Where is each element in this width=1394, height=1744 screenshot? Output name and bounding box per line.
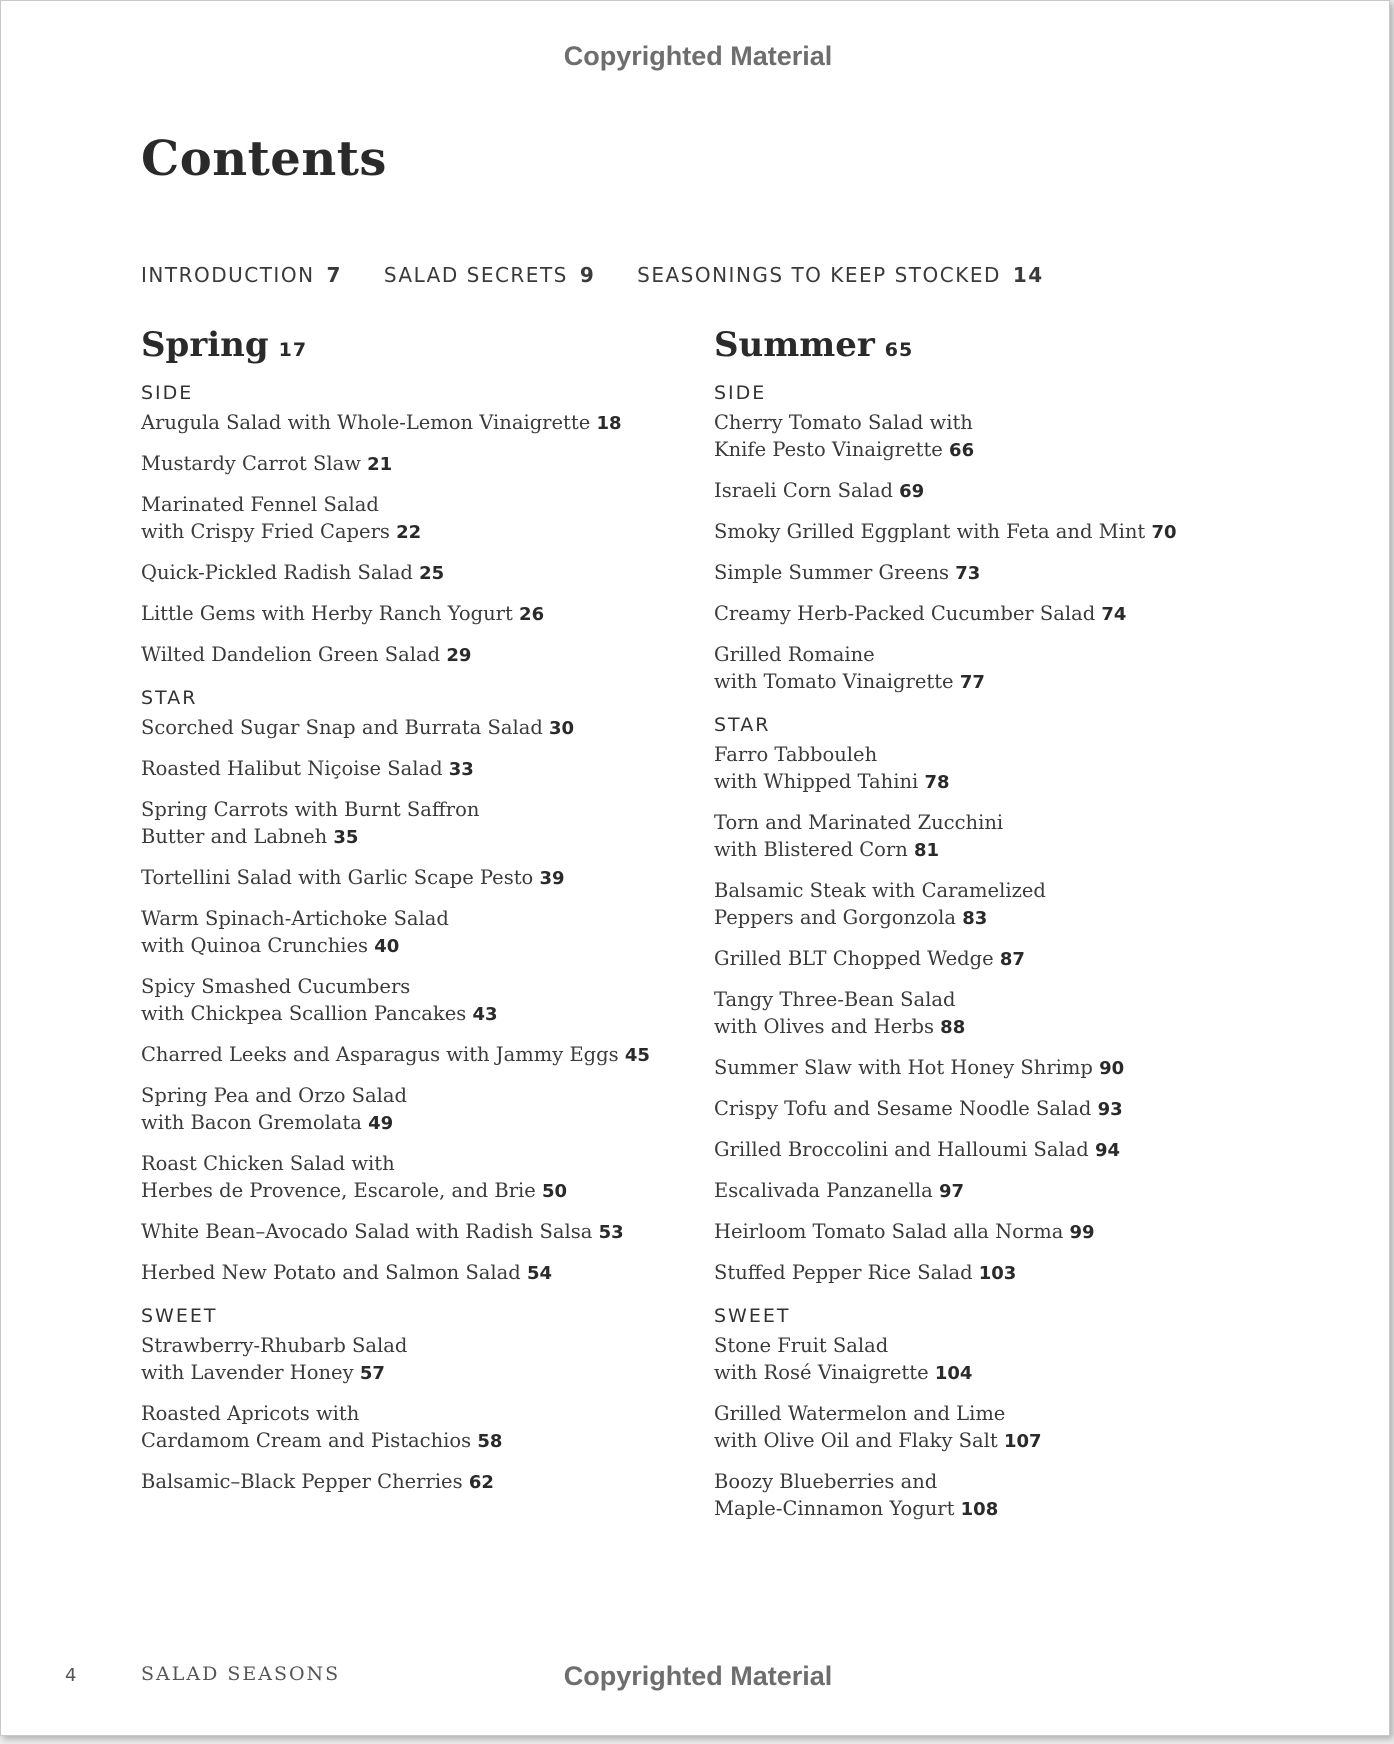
entry-title: Crispy Tofu and Sesame Noodle Salad bbox=[714, 1097, 1092, 1120]
toc-entry bbox=[141, 864, 741, 892]
entry-title: Balsamic Steak with Caramelized Peppers and Gorgonzola bbox=[714, 879, 1046, 929]
entry-title: Smoky Grilled Eggplant with Feta and Mint bbox=[714, 520, 1146, 543]
side-list bbox=[141, 409, 741, 669]
entry-page-number: 103 bbox=[978, 1263, 1017, 1284]
entry-page-number: 57 bbox=[359, 1363, 385, 1384]
intro-item-page: 14 bbox=[1012, 263, 1044, 287]
entry-page-number: 58 bbox=[477, 1431, 503, 1452]
toc-entry bbox=[141, 1041, 741, 1069]
entry-page-number: 40 bbox=[374, 936, 400, 957]
toc-entry bbox=[714, 945, 1314, 973]
entry-title: Cherry Tomato Salad with Knife Pesto Vinaigrette bbox=[714, 411, 973, 461]
entry-title: Torn and Marinated Zucchini with Blistered Corn bbox=[714, 811, 1004, 861]
toc-entry bbox=[141, 1400, 741, 1455]
entry-page-number: 81 bbox=[914, 840, 940, 861]
entry-title: White Bean–Avocado Salad with Radish Salsa bbox=[141, 1220, 593, 1243]
summer-column bbox=[714, 323, 1314, 1536]
entry-title: Grilled Watermelon and Lime with Olive Oil and Flaky Salt bbox=[714, 1402, 1006, 1452]
entry-title: Grilled Broccolini and Halloumi Salad bbox=[714, 1138, 1089, 1161]
entry-title: Grilled BLT Chopped Wedge bbox=[714, 947, 994, 970]
toc-entry bbox=[714, 518, 1314, 546]
entry-title: Creamy Herb-Packed Cucumber Salad bbox=[714, 602, 1096, 625]
intro-item-page: 9 bbox=[579, 263, 596, 287]
entry-page-number: 33 bbox=[448, 759, 474, 780]
entry-page-number: 43 bbox=[472, 1004, 498, 1025]
entry-title: Wilted Dandelion Green Salad bbox=[141, 643, 441, 666]
toc-entry bbox=[714, 1095, 1314, 1123]
toc-entry bbox=[141, 755, 741, 783]
season-heading bbox=[714, 323, 1314, 377]
entry-title: Roast Chicken Salad with Herbes de Provence, Escarole, and Brie bbox=[141, 1152, 536, 1202]
toc-entry bbox=[714, 559, 1314, 587]
season-name: Spring bbox=[141, 325, 269, 365]
entry-page-number: 29 bbox=[446, 645, 472, 666]
entry-page-number: 78 bbox=[924, 772, 950, 793]
toc-entry bbox=[141, 1259, 741, 1287]
side-list bbox=[714, 409, 1314, 696]
entry-page-number: 53 bbox=[598, 1222, 624, 1243]
entry-page-number: 90 bbox=[1099, 1058, 1125, 1079]
star-list bbox=[714, 741, 1314, 1287]
entry-title: Scorched Sugar Snap and Burrata Salad bbox=[141, 716, 543, 739]
intro-item-label: SALAD SECRETS bbox=[383, 263, 568, 287]
season-name: Summer bbox=[714, 325, 875, 365]
season-page-number: 65 bbox=[884, 339, 914, 361]
footer-page-number: 4 bbox=[65, 1665, 77, 1686]
toc-entry bbox=[714, 409, 1314, 464]
entry-page-number: 22 bbox=[396, 522, 422, 543]
toc-entry bbox=[714, 877, 1314, 932]
copyright-watermark-top: Copyrighted Material bbox=[563, 41, 833, 71]
star-list bbox=[141, 714, 741, 1287]
entry-title: Boozy Blueberries and Maple-Cinnamon Yogurt bbox=[714, 1470, 955, 1520]
entry-page-number: 30 bbox=[549, 718, 575, 739]
section-label-sweet: SWEET bbox=[714, 1305, 791, 1327]
entry-title: Tangy Three-Bean Salad with Olives and Herbs bbox=[714, 988, 956, 1038]
toc-entry bbox=[141, 714, 741, 742]
toc-entry bbox=[141, 1150, 741, 1205]
entry-title: Little Gems with Herby Ranch Yogurt bbox=[141, 602, 513, 625]
entry-title: Simple Summer Greens bbox=[714, 561, 950, 584]
entry-page-number: 83 bbox=[962, 908, 988, 929]
entry-page-number: 21 bbox=[367, 454, 393, 475]
entry-title: Strawberry-Rhubarb Salad with Lavender Honey bbox=[141, 1334, 408, 1384]
section-label-star: STAR bbox=[714, 714, 771, 736]
intro-item bbox=[384, 263, 595, 287]
entry-title: Israeli Corn Salad bbox=[714, 479, 893, 502]
entry-title: Marinated Fennel Salad with Crispy Fried Capers bbox=[141, 493, 390, 543]
toc-entry bbox=[141, 1468, 741, 1496]
intro-links-row bbox=[141, 263, 1078, 287]
entry-title: Roasted Halibut Niçoise Salad bbox=[141, 757, 443, 780]
entry-title: Warm Spinach-Artichoke Salad with Quinoa Crunchies bbox=[141, 907, 449, 957]
entry-page-number: 25 bbox=[419, 563, 445, 584]
toc-entry bbox=[141, 491, 741, 546]
entry-page-number: 26 bbox=[519, 604, 545, 625]
toc-entry bbox=[714, 477, 1314, 505]
intro-item bbox=[637, 263, 1044, 287]
entry-page-number: 18 bbox=[596, 413, 622, 434]
entry-page-number: 54 bbox=[526, 1263, 553, 1284]
sweet-list bbox=[714, 1332, 1314, 1523]
toc-entry bbox=[141, 905, 741, 960]
section-label-sweet: SWEET bbox=[141, 1305, 218, 1327]
toc-entry bbox=[714, 741, 1314, 796]
entry-title: Heirloom Tomato Salad alla Norma bbox=[714, 1220, 1064, 1243]
toc-entry bbox=[714, 641, 1314, 696]
entry-page-number: 99 bbox=[1069, 1222, 1095, 1243]
entry-page-number: 66 bbox=[949, 440, 975, 461]
entry-page-number: 35 bbox=[333, 827, 359, 848]
entry-page-number: 88 bbox=[940, 1017, 966, 1038]
entry-title: Farro Tabbouleh with Whipped Tahini bbox=[714, 743, 919, 793]
toc-entry bbox=[141, 409, 741, 437]
intro-item bbox=[141, 263, 342, 287]
season-page-number: 17 bbox=[278, 339, 308, 361]
toc-entry bbox=[141, 450, 741, 478]
entry-page-number: 97 bbox=[938, 1181, 965, 1202]
entry-title: Summer Slaw with Hot Honey Shrimp bbox=[714, 1056, 1093, 1079]
entry-page-number: 49 bbox=[368, 1113, 394, 1134]
entry-title: Spicy Smashed Cucumbers with Chickpea Scallion Pancakes bbox=[141, 975, 467, 1025]
entry-title: Spring Carrots with Burnt Saffron Butter and Labneh bbox=[141, 798, 480, 848]
entry-page-number: 50 bbox=[542, 1181, 568, 1202]
entry-page-number: 69 bbox=[899, 481, 925, 502]
entry-title: Escalivada Panzanella bbox=[714, 1179, 933, 1202]
entry-page-number: 104 bbox=[934, 1363, 973, 1384]
entry-title: Charred Leeks and Asparagus with Jammy Eggs bbox=[141, 1043, 619, 1066]
toc-entry bbox=[141, 796, 741, 851]
toc-entry bbox=[714, 1259, 1314, 1287]
toc-entry bbox=[141, 1082, 741, 1137]
toc-entry bbox=[141, 641, 741, 669]
entry-title: Herbed New Potato and Salmon Salad bbox=[141, 1261, 521, 1284]
toc-entry bbox=[714, 1054, 1314, 1082]
toc-entry bbox=[141, 600, 741, 628]
entry-title: Arugula Salad with Whole-Lemon Vinaigrette bbox=[141, 411, 591, 434]
intro-item-label: INTRODUCTION bbox=[141, 263, 315, 287]
toc-entry bbox=[141, 559, 741, 587]
sweet-list bbox=[141, 1332, 741, 1496]
entry-title: Quick-Pickled Radish Salad bbox=[141, 561, 413, 584]
entry-title: Grilled Romaine with Tomato Vinaigrette bbox=[714, 643, 954, 693]
toc-entry bbox=[141, 1332, 741, 1387]
toc-entry bbox=[141, 1218, 741, 1246]
entry-page-number: 62 bbox=[468, 1472, 494, 1493]
entry-page-number: 94 bbox=[1095, 1140, 1121, 1161]
entry-page-number: 70 bbox=[1151, 522, 1177, 543]
entry-title: Balsamic–Black Pepper Cherries bbox=[141, 1470, 463, 1493]
copyright-watermark-bottom: Copyrighted Material bbox=[563, 1661, 833, 1691]
entry-page-number: 107 bbox=[1003, 1431, 1042, 1452]
season-heading bbox=[141, 323, 741, 377]
page-title: Contents bbox=[141, 131, 387, 187]
entry-title: Mustardy Carrot Slaw bbox=[141, 452, 361, 475]
entry-title: Stuffed Pepper Rice Salad bbox=[714, 1261, 973, 1284]
footer-book-title: SALAD SEASONS bbox=[141, 1663, 341, 1685]
toc-entry bbox=[714, 809, 1314, 864]
section-label-side: SIDE bbox=[141, 382, 194, 404]
intro-item-label: SEASONINGS TO KEEP STOCKED bbox=[637, 263, 1001, 287]
entry-page-number: 87 bbox=[999, 949, 1025, 970]
entry-page-number: 45 bbox=[624, 1045, 650, 1066]
toc-entry bbox=[714, 1218, 1314, 1246]
entry-page-number: 108 bbox=[960, 1499, 999, 1520]
entry-title: Stone Fruit Salad with Rosé Vinaigrette bbox=[714, 1334, 929, 1384]
section-label-side: SIDE bbox=[714, 382, 767, 404]
toc-entry bbox=[714, 1400, 1314, 1455]
entry-title: Tortellini Salad with Garlic Scape Pesto bbox=[141, 866, 534, 889]
toc-entry bbox=[141, 973, 741, 1028]
entry-page-number: 93 bbox=[1097, 1099, 1123, 1120]
entry-title: Spring Pea and Orzo Salad with Bacon Gremolata bbox=[141, 1084, 407, 1134]
entry-title: Roasted Apricots with Cardamom Cream and Pistachios bbox=[141, 1402, 472, 1452]
entry-page-number: 73 bbox=[955, 563, 981, 584]
entry-page-number: 39 bbox=[539, 868, 565, 889]
toc-entry bbox=[714, 1332, 1314, 1387]
toc-entry bbox=[714, 1177, 1314, 1205]
spring-column bbox=[141, 323, 741, 1509]
toc-entry bbox=[714, 600, 1314, 628]
entry-page-number: 74 bbox=[1101, 604, 1127, 625]
intro-item-page: 7 bbox=[326, 263, 342, 287]
toc-entry bbox=[714, 986, 1314, 1041]
toc-entry bbox=[714, 1136, 1314, 1164]
section-label-star: STAR bbox=[141, 687, 198, 709]
entry-page-number: 77 bbox=[959, 672, 985, 693]
toc-entry bbox=[714, 1468, 1314, 1523]
